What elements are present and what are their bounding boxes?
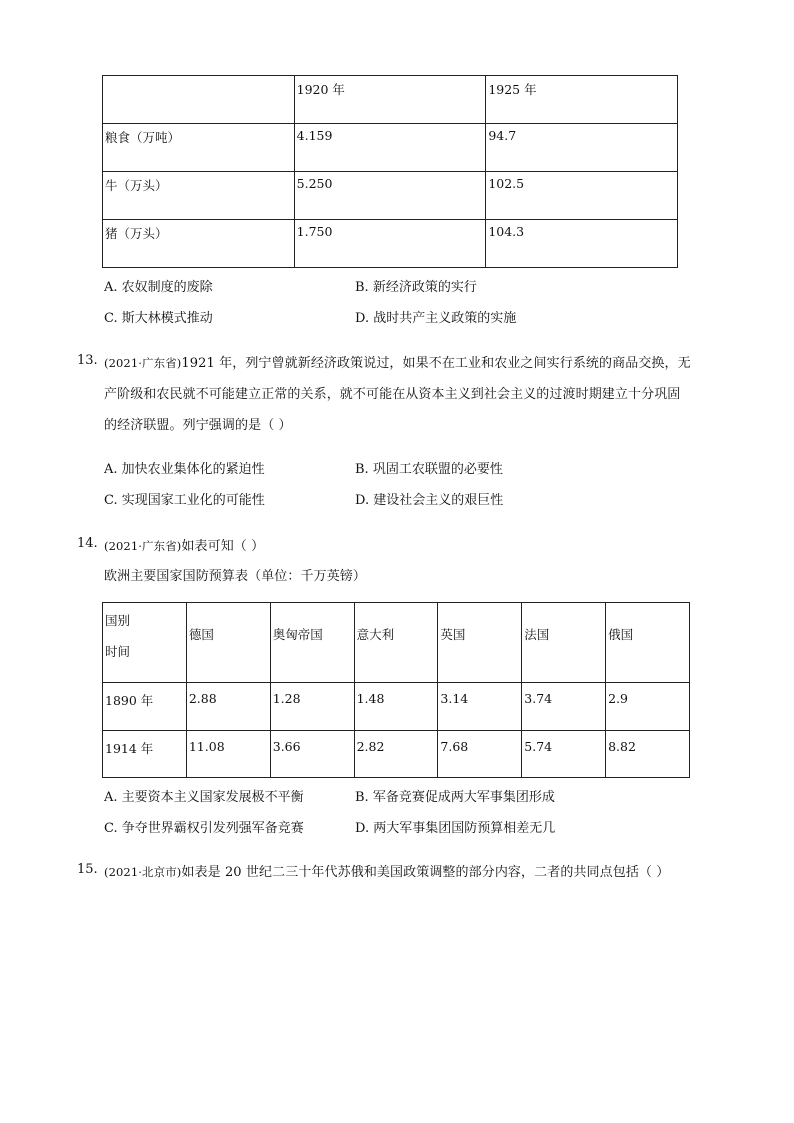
question-15-source: (2021·北京市) — [104, 865, 182, 879]
option-b[interactable]: B. 军备竞赛促成两大军事集团形成 — [355, 790, 555, 805]
question-13-line2: 产阶级和农民就不可能建立正常的关系，就不可能在从资本主义到社会主义的过渡时期建立十分巩固 — [104, 387, 681, 402]
question-15-line1 — [104, 861, 669, 880]
question-14-source: (2021·广东省) — [104, 539, 182, 553]
table-cell: 11.08 — [186, 731, 270, 778]
question-13-number: 13. — [77, 353, 98, 368]
table-cell: 104.3 — [486, 220, 678, 268]
production-table — [102, 75, 678, 268]
table-cell: 5.250 — [294, 172, 486, 220]
question-14-text: 如表可知（ ） — [181, 539, 265, 554]
option-c[interactable]: C. 实现国家工业化的可能性 — [104, 493, 265, 508]
table-cell: 2.82 — [354, 731, 438, 778]
corner-top-label: 国别 — [105, 613, 131, 628]
option-d[interactable]: D. 两大军事集团国防预算相差无几 — [355, 821, 556, 836]
table-header-cell: 俄国 — [606, 603, 690, 683]
table-header-cell — [103, 76, 295, 124]
question-14-number: 14. — [77, 536, 98, 551]
option-c[interactable]: C. 争夺世界霸权引发列强军备竞赛 — [104, 821, 304, 836]
table-cell: 1.28 — [270, 683, 354, 731]
table-header-cell: 英国 — [438, 603, 522, 683]
option-a[interactable]: A. 农奴制度的废除 — [104, 280, 213, 295]
table-header-cell: 意大利 — [354, 603, 438, 683]
question-15-number: 15. — [77, 862, 98, 877]
table-caption: 欧洲主要国家国防预算表（单位：千万英镑） — [104, 569, 367, 584]
table-cell: 3.14 — [438, 683, 522, 731]
table-cell: 94.7 — [486, 124, 678, 172]
table-header-cell: 1920 年 — [294, 76, 486, 124]
table-cell: 3.74 — [522, 683, 606, 731]
defense-budget-table — [102, 602, 690, 778]
table-cell: 102.5 — [486, 172, 678, 220]
table-cell: 1.750 — [294, 220, 486, 268]
option-c[interactable]: C. 斯大林模式推动 — [104, 311, 213, 326]
question-15-text: 如表是 20 世纪二三十年代苏俄和美国政策调整的部分内容，二者的共同点包括（ ） — [181, 865, 670, 880]
table-cell: 猪（万头） — [103, 220, 295, 268]
option-d[interactable]: D. 建设社会主义的艰巨性 — [355, 493, 504, 508]
table-cell: 2.88 — [186, 683, 270, 731]
question-13-text: 1921 年，列宁曾就新经济政策说过，如果不在工业和农业之间实行系统的商品交换，无 — [181, 356, 691, 371]
option-a[interactable]: A. 主要资本主义国家发展极不平衡 — [104, 790, 304, 805]
table-cell: 牛（万头） — [103, 172, 295, 220]
table-cell: 3.66 — [270, 731, 354, 778]
table-cell: 7.68 — [438, 731, 522, 778]
option-b[interactable]: B. 新经济政策的实行 — [355, 280, 477, 295]
table-cell: 4.159 — [294, 124, 486, 172]
question-13-line3: 的经济联盟。列宁强调的是（ ） — [104, 418, 292, 433]
table-cell: 粮食（万吨） — [103, 124, 295, 172]
table-corner-cell — [103, 603, 187, 683]
table-header-cell: 奥匈帝国 — [270, 603, 354, 683]
question-14-line1 — [104, 535, 264, 554]
option-d[interactable]: D. 战时共产主义政策的实施 — [355, 311, 517, 326]
option-a[interactable]: A. 加快农业集体化的紧迫性 — [104, 462, 265, 477]
question-13-source: (2021·广东省) — [104, 356, 182, 370]
table-header-cell: 1925 年 — [486, 76, 678, 124]
table-header-cell: 德国 — [186, 603, 270, 683]
table-row-header: 1890 年 — [103, 683, 187, 731]
table-cell: 8.82 — [606, 731, 690, 778]
table-cell: 1.48 — [354, 683, 438, 731]
table-cell: 5.74 — [522, 731, 606, 778]
corner-bottom-label: 时间 — [105, 644, 131, 659]
table-cell: 2.9 — [606, 683, 690, 731]
question-13-line1 — [104, 352, 691, 371]
option-b[interactable]: B. 巩固工农联盟的必要性 — [355, 462, 503, 477]
table-row-header: 1914 年 — [103, 731, 187, 778]
table-header-cell: 法国 — [522, 603, 606, 683]
